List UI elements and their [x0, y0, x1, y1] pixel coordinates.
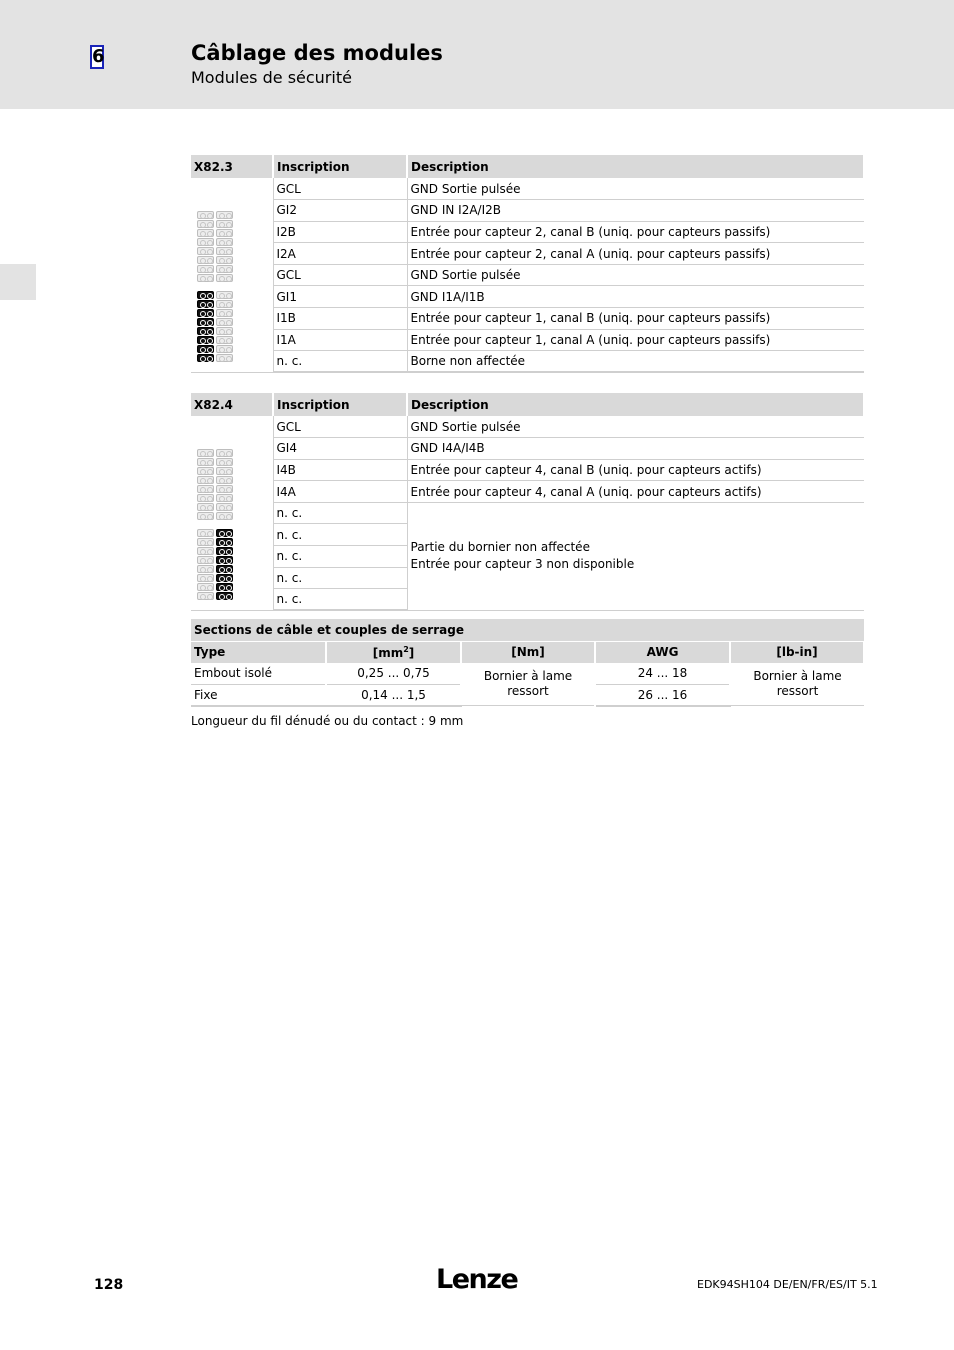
table-header-row: [191, 393, 864, 416]
inscription-cell: GI2: [273, 200, 407, 222]
terminal-pin: [216, 529, 233, 537]
terminal-pin: [216, 220, 233, 228]
terminal-pin-row: [197, 494, 233, 502]
terminal-pin: [197, 238, 214, 246]
inscription-cell: GCL: [273, 178, 407, 200]
header-mm2-sup: 2: [403, 644, 409, 654]
terminal-pin: [216, 583, 233, 591]
inscription-cell: I1B: [273, 308, 407, 330]
terminal-pin-row: [197, 300, 233, 308]
page-number: 128: [94, 1277, 124, 1293]
page-subtitle: Modules de sécurité: [191, 68, 352, 87]
terminal-pin: [216, 565, 233, 573]
lbin-line1: Bornier à lame: [753, 668, 842, 683]
terminal-pin: [197, 211, 214, 219]
terminal-pin: [216, 458, 233, 466]
mm2-cell: 0,25 ... 0,75: [326, 663, 461, 685]
terminal-pin: [197, 247, 214, 255]
header-type: Type: [191, 641, 326, 663]
terminal-pin: [216, 345, 233, 353]
table-row: [191, 329, 864, 351]
terminal-pin: [197, 574, 214, 582]
header-mm2: [326, 641, 461, 663]
terminal-pin: [216, 449, 233, 457]
terminal-pin: [197, 318, 214, 326]
terminal-pin: [216, 229, 233, 237]
terminal-pin: [197, 336, 214, 344]
description-cell: GND I1A/I1B: [407, 286, 864, 308]
terminal-pin: [197, 538, 214, 546]
terminal-pin-row: [197, 583, 233, 591]
header-inscription: Inscription: [273, 155, 407, 178]
terminal-pin: [216, 327, 233, 335]
terminal-pin: [197, 274, 214, 282]
terminal-pin: [197, 291, 214, 299]
terminal-pin: [197, 476, 214, 484]
table-row: [191, 308, 864, 330]
terminal-pin: [197, 565, 214, 573]
table-header-row: [191, 155, 864, 178]
terminal-pin: [197, 512, 214, 520]
terminal-pin-row: [197, 229, 233, 237]
lbin-line2: ressort: [776, 683, 819, 698]
terminal-pin: [197, 220, 214, 228]
header-inscription: Inscription: [273, 393, 407, 416]
terminal-pin: [197, 300, 214, 308]
terminal-pin: [197, 309, 214, 317]
header-nm: [Nm]: [461, 641, 595, 663]
terminal-diagram-cell: [191, 416, 273, 610]
lbin-merged-cell: [730, 663, 864, 706]
inscription-cell: n. c.: [273, 524, 407, 546]
terminal-pin: [216, 556, 233, 564]
cable-table-title: Sections de câble et couples de serrage: [191, 619, 864, 641]
description-cell: Entrée pour capteur 2, canal A (uniq. pour capteurs passifs): [407, 243, 864, 265]
terminal-pin: [216, 238, 233, 246]
terminal-pin: [197, 449, 214, 457]
terminal-pin: [216, 256, 233, 264]
terminal-pin: [197, 583, 214, 591]
terminal-pin-row: [197, 354, 233, 362]
terminal-pin-row: [197, 247, 233, 255]
merged-description-line2: Entrée pour capteur 3 non disponible: [410, 557, 635, 572]
terminal-pin-row: [197, 309, 233, 317]
description-cell: GND Sortie pulsée: [407, 178, 864, 200]
header-mm2-label: [mm: [372, 645, 404, 660]
document-reference: EDK94SH104 DE/EN/FR/ES/IT 5.1: [697, 1278, 878, 1291]
terminal-pin-row: [197, 274, 233, 282]
merged-description-cell: [407, 502, 864, 610]
header-terminal: X82.4: [191, 393, 273, 416]
inscription-cell: GCL: [273, 416, 407, 438]
inscription-cell: n. c.: [273, 546, 407, 568]
terminal-table-x82-4: [191, 393, 865, 611]
terminal-pin: [216, 265, 233, 273]
table-row: [191, 351, 864, 373]
terminal-pin: [197, 265, 214, 273]
terminal-pin: [216, 300, 233, 308]
description-cell: Borne non affectée: [407, 351, 864, 373]
description-cell: Entrée pour capteur 1, canal A (uniq. pour capteurs passifs): [407, 329, 864, 351]
table-row: [191, 200, 864, 222]
terminal-pin: [216, 512, 233, 520]
terminal-pin: [216, 274, 233, 282]
terminal-pin: [216, 247, 233, 255]
table-row: [191, 243, 864, 265]
table-row: [191, 286, 864, 308]
description-cell: Entrée pour capteur 1, canal B (uniq. pour capteurs passifs): [407, 308, 864, 330]
cable-section-table: [191, 619, 865, 707]
page-title: Câblage des modules: [191, 41, 443, 65]
terminal-pin-row: [197, 512, 233, 520]
terminal-pin: [216, 494, 233, 502]
terminal-pin: [197, 592, 214, 600]
header-description: Description: [407, 393, 864, 416]
header-band: [0, 0, 954, 109]
merged-description-line1: Partie du bornier non affectée: [410, 540, 590, 555]
terminal-pin: [197, 529, 214, 537]
inscription-cell: I4A: [273, 481, 407, 503]
description-cell: GND Sortie pulsée: [407, 264, 864, 286]
terminal-pin-row: [197, 556, 233, 564]
terminal-pin-row: [197, 458, 233, 466]
description-cell: Entrée pour capteur 4, canal B (uniq. pour capteurs actifs): [407, 459, 864, 481]
mm2-cell: 0,14 ... 1,5: [326, 684, 461, 706]
terminal-pin: [216, 291, 233, 299]
type-cell: Embout isolé: [191, 663, 326, 685]
terminal-pin: [197, 467, 214, 475]
inscription-cell: n. c.: [273, 351, 407, 373]
table-row: [191, 481, 864, 503]
cable-table-header-row: [191, 641, 864, 663]
terminal-pin: [197, 458, 214, 466]
terminal-pin: [197, 229, 214, 237]
nm-merged-cell: [461, 663, 595, 706]
terminal-pin: [216, 547, 233, 555]
inscription-cell: GCL: [273, 264, 407, 286]
terminal-pin-row: [197, 327, 233, 335]
terminal-pin-row: [197, 318, 233, 326]
terminal-pin: [216, 336, 233, 344]
inscription-cell: n. c.: [273, 589, 407, 611]
terminal-pin-row: [197, 538, 233, 546]
chapter-number[interactable]: 6: [92, 46, 105, 67]
terminal-pin-row: [197, 345, 233, 353]
type-cell: Fixe: [191, 684, 326, 706]
inscription-cell: I1A: [273, 329, 407, 351]
terminal-pin: [197, 485, 214, 493]
terminal-table-x82-3: [191, 155, 865, 373]
terminal-pin: [216, 318, 233, 326]
description-cell: Entrée pour capteur 4, canal A (uniq. pour capteurs actifs): [407, 481, 864, 503]
terminal-pin: [216, 485, 233, 493]
terminal-pin-row: [197, 256, 233, 264]
terminal-pin-row: [197, 565, 233, 573]
lenze-logo: Lenze: [436, 1264, 518, 1295]
terminal-pin-row: [197, 336, 233, 344]
terminal-pin-row: [197, 547, 233, 555]
terminal-pin: [216, 538, 233, 546]
cable-table-title-row: [191, 619, 864, 641]
terminal-pin-row: [197, 449, 233, 457]
description-cell: Entrée pour capteur 2, canal B (uniq. pour capteurs passifs): [407, 221, 864, 243]
terminal-pin-row: [197, 503, 233, 511]
terminal-pin: [216, 467, 233, 475]
description-cell: GND I4A/I4B: [407, 438, 864, 460]
terminal-pin: [216, 309, 233, 317]
inscription-cell: I2A: [273, 243, 407, 265]
nm-line2: ressort: [507, 683, 549, 698]
description-cell: GND IN I2A/I2B: [407, 200, 864, 222]
terminal-pin: [216, 574, 233, 582]
table-row: [191, 459, 864, 481]
terminal-pin: [216, 592, 233, 600]
terminal-pin: [216, 354, 233, 362]
header-description: Description: [407, 155, 864, 178]
inscription-cell: n. c.: [273, 502, 407, 524]
terminal-pin-row: [197, 220, 233, 228]
terminal-pin-row: [197, 467, 233, 475]
terminal-pin: [197, 354, 214, 362]
table-row: [191, 178, 864, 200]
terminal-pin-row: [197, 574, 233, 582]
header-mm2-close: ]: [408, 645, 415, 660]
terminal-pin-row: [197, 211, 233, 219]
terminal-pin-row: [197, 476, 233, 484]
awg-cell: 24 ... 18: [595, 663, 730, 685]
terminal-diagram-cell: [191, 178, 273, 372]
terminal-pin-row: [197, 265, 233, 273]
terminal-pin: [197, 547, 214, 555]
terminal-pin: [216, 211, 233, 219]
table-row: [191, 264, 864, 286]
header-lbin: [lb-in]: [730, 641, 864, 663]
terminal-pin-row: [197, 592, 233, 600]
inscription-cell: I2B: [273, 221, 407, 243]
terminal-pin: [197, 503, 214, 511]
table-row: [191, 221, 864, 243]
table-row: [191, 663, 864, 685]
terminal-pin-row: [197, 291, 233, 299]
inscription-cell: GI4: [273, 438, 407, 460]
terminal-pin: [197, 494, 214, 502]
awg-cell: 26 ... 16: [595, 684, 730, 706]
nm-line1: Bornier à lame: [483, 668, 573, 683]
terminal-pin-row: [197, 485, 233, 493]
terminal-pin: [216, 503, 233, 511]
strip-length-note: Longueur du fil dénudé ou du contact : 9 mm: [191, 714, 464, 728]
inscription-cell: GI1: [273, 286, 407, 308]
terminal-pin: [197, 327, 214, 335]
terminal-pin: [197, 556, 214, 564]
inscription-cell: n. c.: [273, 567, 407, 589]
table-row: [191, 502, 864, 524]
terminal-pin-row: [197, 529, 233, 537]
terminal-pin: [216, 476, 233, 484]
chapter-side-tab: [0, 264, 36, 300]
header-terminal: X82.3: [191, 155, 273, 178]
table-row: [191, 438, 864, 460]
table-row: [191, 416, 864, 438]
header-awg: AWG: [595, 641, 730, 663]
terminal-pin-row: [197, 238, 233, 246]
description-cell: GND Sortie pulsée: [407, 416, 864, 438]
inscription-cell: I4B: [273, 459, 407, 481]
terminal-pin: [197, 256, 214, 264]
terminal-pin: [197, 345, 214, 353]
